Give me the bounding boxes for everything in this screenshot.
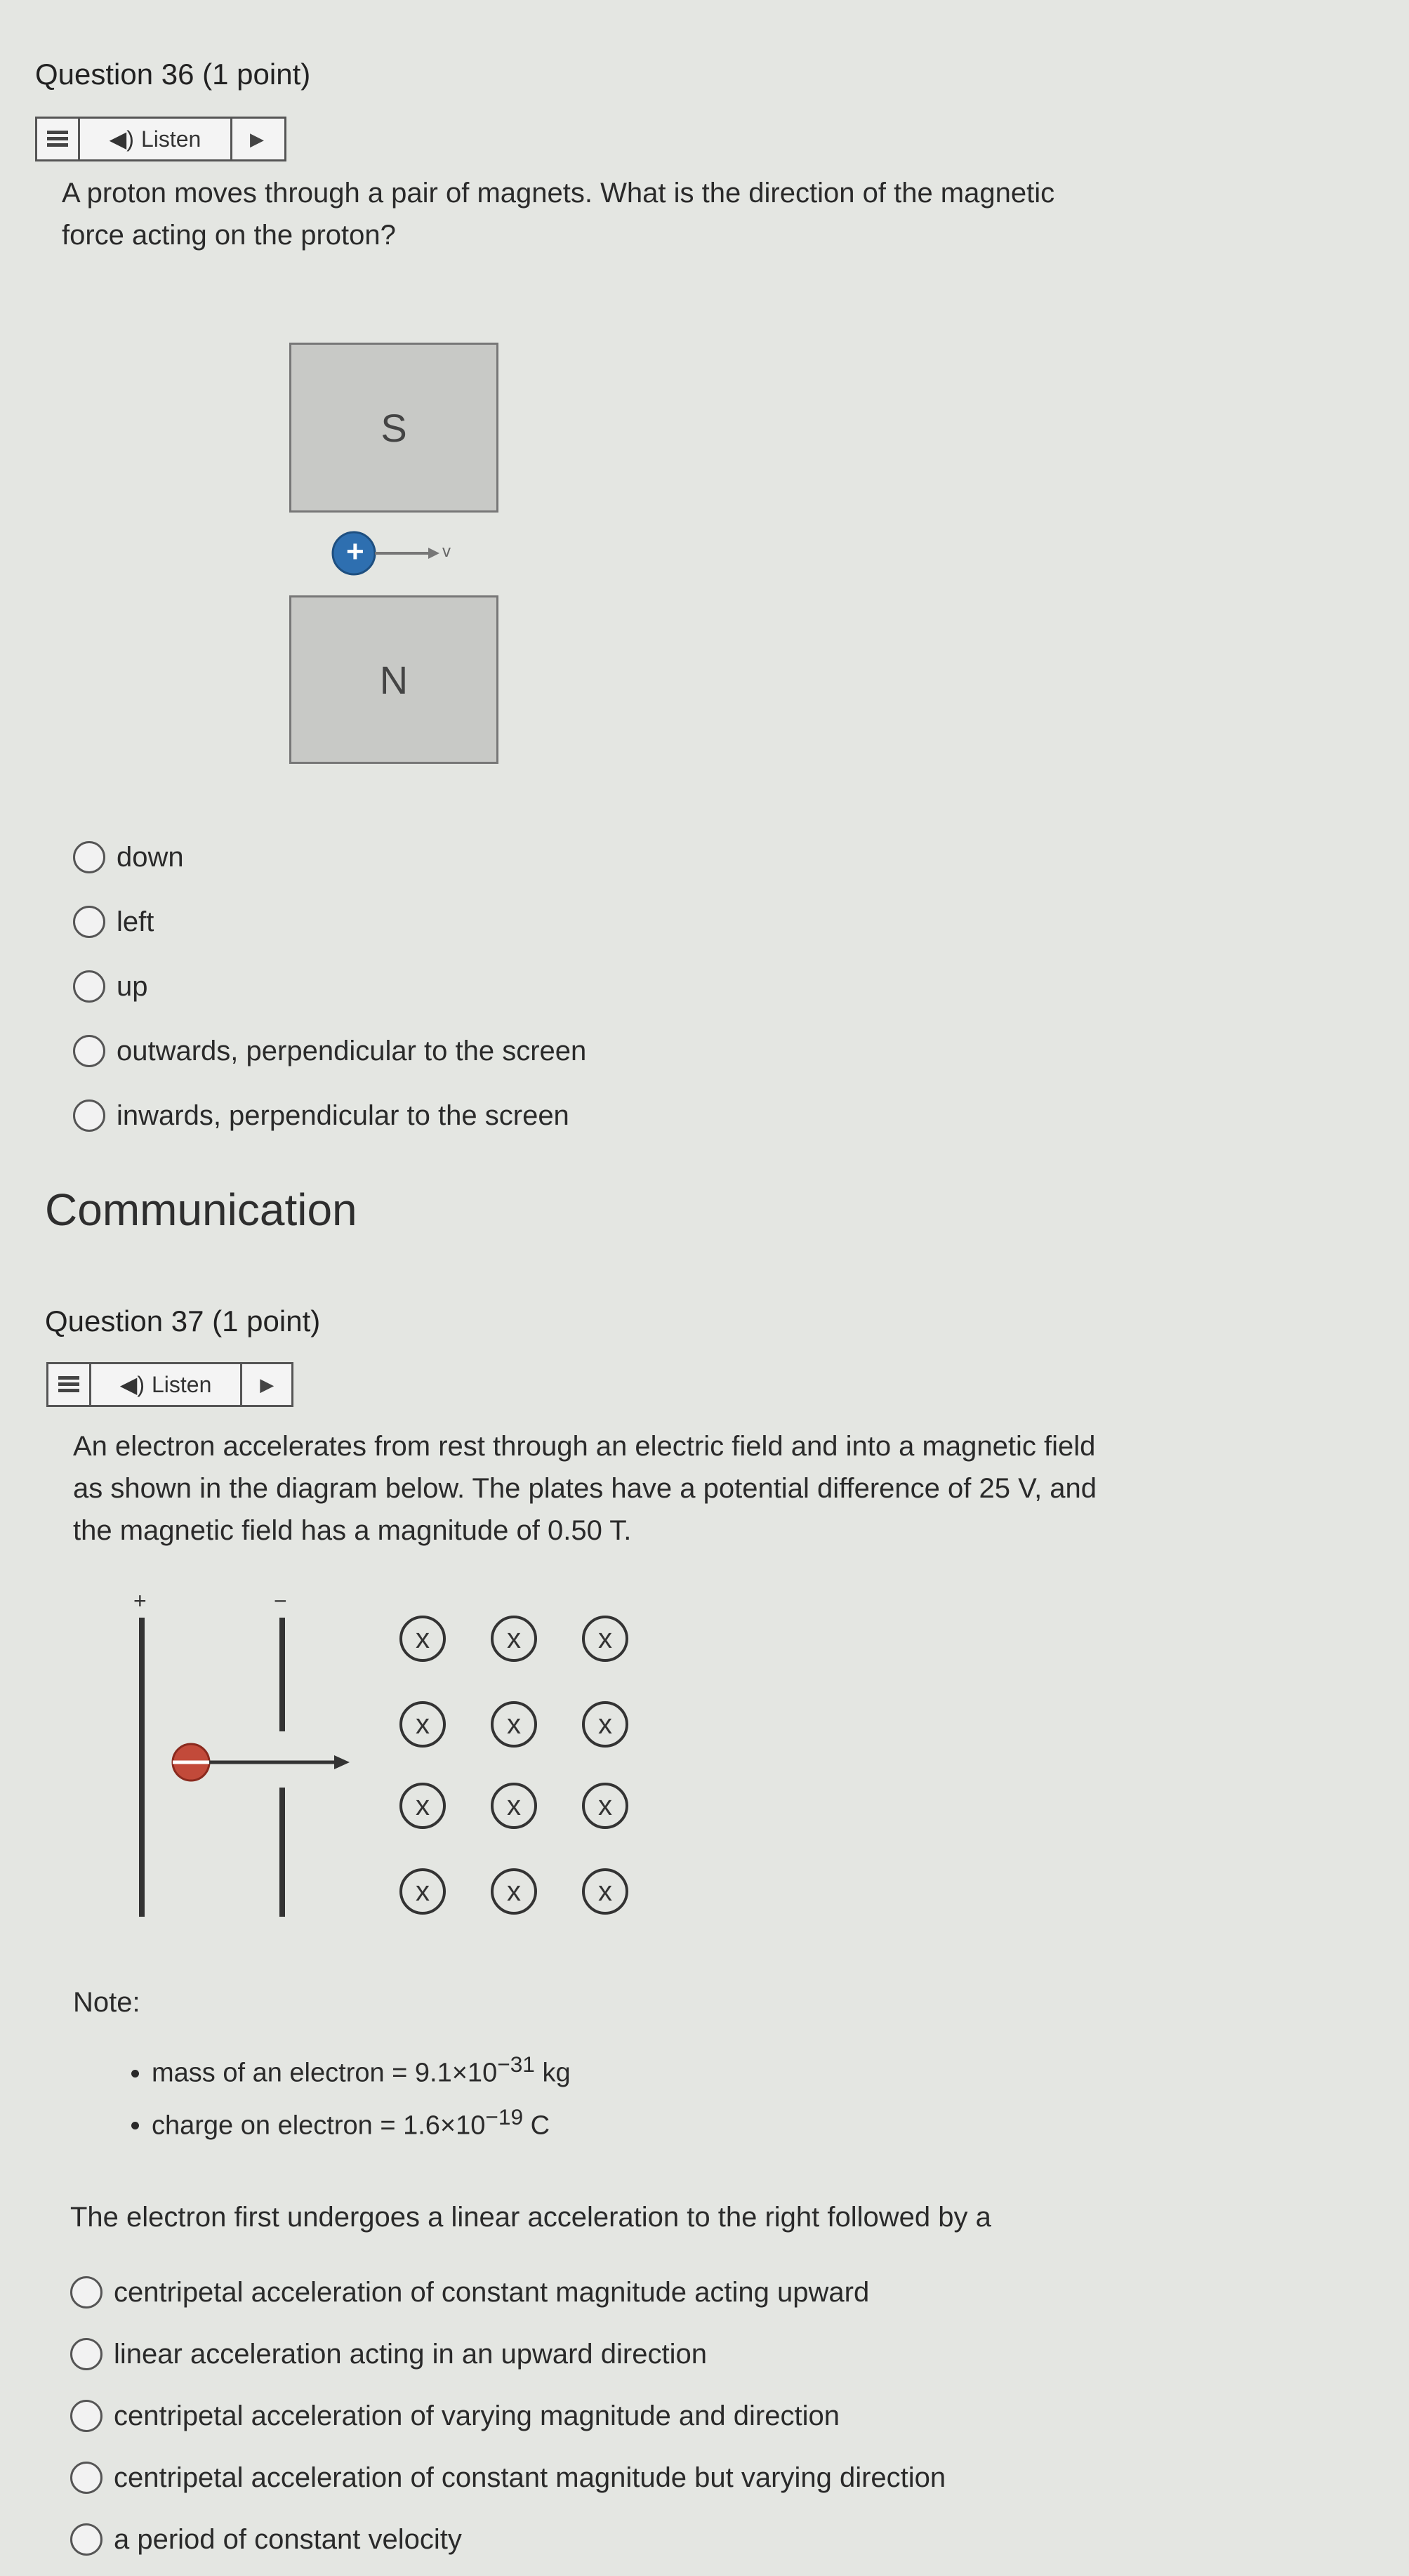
speaker-icon: ◀): [119, 1372, 145, 1397]
q36-option-left[interactable]: [73, 906, 586, 938]
menu-icon: [47, 131, 68, 147]
play-icon: ▶: [260, 1373, 274, 1395]
option-label: up: [117, 970, 148, 1002]
q37-listen-toolbar: [46, 1362, 293, 1407]
option-label: left: [117, 906, 154, 937]
q37-text-line3: the magnetic field has a magnitude of 0.50 T.: [73, 1515, 632, 1546]
field-x-label: x: [598, 1876, 612, 1907]
option-label: inwards, perpendicular to the screen: [117, 1099, 569, 1131]
listen-button[interactable]: [80, 119, 232, 159]
q37-option-linear-upward[interactable]: [70, 2338, 946, 2370]
note-label: Note:: [73, 1987, 140, 2018]
play-icon: ▶: [250, 128, 264, 150]
option-label: down: [117, 841, 184, 873]
radio-button[interactable]: [70, 2523, 102, 2556]
play-button[interactable]: [242, 1364, 291, 1405]
option-label: outwards, perpendicular to the screen: [117, 1035, 587, 1066]
field-x-label: x: [416, 1876, 430, 1907]
positive-plate-sign: +: [133, 1588, 147, 1613]
q36-text-line2: force acting on the proton?: [62, 220, 396, 251]
q37-title: Question 37 (1 point): [45, 1304, 321, 1337]
electron-path-arrowhead: [334, 1755, 350, 1769]
q36-options: [73, 841, 586, 1132]
q36-option-down[interactable]: [73, 841, 586, 873]
menu-button[interactable]: [37, 119, 80, 159]
radio-button[interactable]: [73, 1035, 105, 1067]
q36-option-up[interactable]: [73, 970, 586, 1003]
q36-text-line1: A proton moves through a pair of magnets. What is the direction of the magnetic: [62, 178, 1055, 209]
q36-option-inwards[interactable]: [73, 1099, 586, 1132]
velocity-arrow-head: [428, 548, 439, 559]
q37-option-centripetal-constant-varying-direction[interactable]: [70, 2462, 946, 2494]
north-magnet: [289, 595, 498, 764]
listen-label: Listen: [140, 126, 201, 152]
q37-option-centripetal-varying[interactable]: [70, 2400, 946, 2432]
q37-text-line1: An electron accelerates from rest through an electric field and into a magnetic field: [73, 1431, 1096, 1462]
q37-question-text: [73, 1425, 1365, 1552]
q37-options: [70, 2276, 946, 2556]
field-x-label: x: [416, 1623, 430, 1654]
note-electron-mass: • mass of an electron = $9.1\times 10^{-31}$ kg: [152, 2052, 571, 2089]
radio-button[interactable]: [70, 2400, 102, 2432]
q37-option-constant-velocity[interactable]: [70, 2523, 946, 2556]
play-button[interactable]: [232, 119, 282, 159]
field-x-label: x: [507, 1709, 521, 1740]
option-label: a period of constant velocity: [114, 2523, 462, 2555]
q37-text-line2: as shown in the diagram below. The plates have a potential difference of 25 V, and: [73, 1473, 1097, 1504]
note-list: [124, 2052, 571, 2156]
listen-button[interactable]: [91, 1364, 243, 1405]
field-x-label: x: [598, 1790, 612, 1821]
menu-button[interactable]: [48, 1364, 91, 1405]
note-electron-charge: • charge on electron = $1.6\times 10^{-19}$ C: [152, 2104, 571, 2141]
field-x-label: x: [507, 1876, 521, 1907]
south-label: S: [381, 405, 407, 450]
q36-option-outwards[interactable]: [73, 1035, 586, 1067]
option-label: centripetal acceleration of constant magnitude but varying direction: [114, 2462, 946, 2493]
q36-listen-toolbar: [35, 117, 286, 161]
radio-button[interactable]: [73, 1099, 105, 1132]
radio-button[interactable]: [73, 970, 105, 1003]
radio-button[interactable]: [70, 2338, 102, 2370]
north-label: N: [379, 657, 409, 702]
velocity-label: v: [442, 542, 451, 561]
radio-button[interactable]: [73, 841, 105, 873]
field-x-label: x: [416, 1709, 430, 1740]
q36-question-text: [62, 172, 1325, 256]
field-x-label: x: [507, 1790, 521, 1821]
menu-icon: [58, 1376, 79, 1393]
option-label: centripetal acceleration of varying magnitude and direction: [114, 2400, 840, 2431]
field-x-label: x: [507, 1623, 521, 1654]
speaker-icon: ◀): [109, 126, 134, 152]
south-magnet: [289, 343, 498, 513]
field-x-label: x: [598, 1623, 612, 1654]
field-x-label: x: [416, 1790, 430, 1821]
radio-button[interactable]: [70, 2462, 102, 2494]
q37-prompt: The electron first undergoes a linear acceleration to the right followed by a: [70, 2202, 991, 2233]
negative-plate-sign: −: [274, 1588, 287, 1613]
field-x-label: x: [598, 1709, 612, 1740]
section-title: Communication: [45, 1184, 357, 1235]
radio-button[interactable]: [73, 906, 105, 938]
proton-plus-sign: +: [346, 534, 364, 569]
q36-title: Question 36 (1 point): [35, 58, 311, 91]
option-label: linear acceleration acting in an upward direction: [114, 2338, 707, 2370]
q37-option-centripetal-constant-upward[interactable]: [70, 2276, 946, 2309]
electron-field-diagram: [126, 1594, 660, 1931]
option-label: centripetal acceleration of constant magnitude acting upward: [114, 2276, 870, 2308]
listen-label: Listen: [151, 1371, 212, 1397]
radio-button[interactable]: [70, 2276, 102, 2309]
